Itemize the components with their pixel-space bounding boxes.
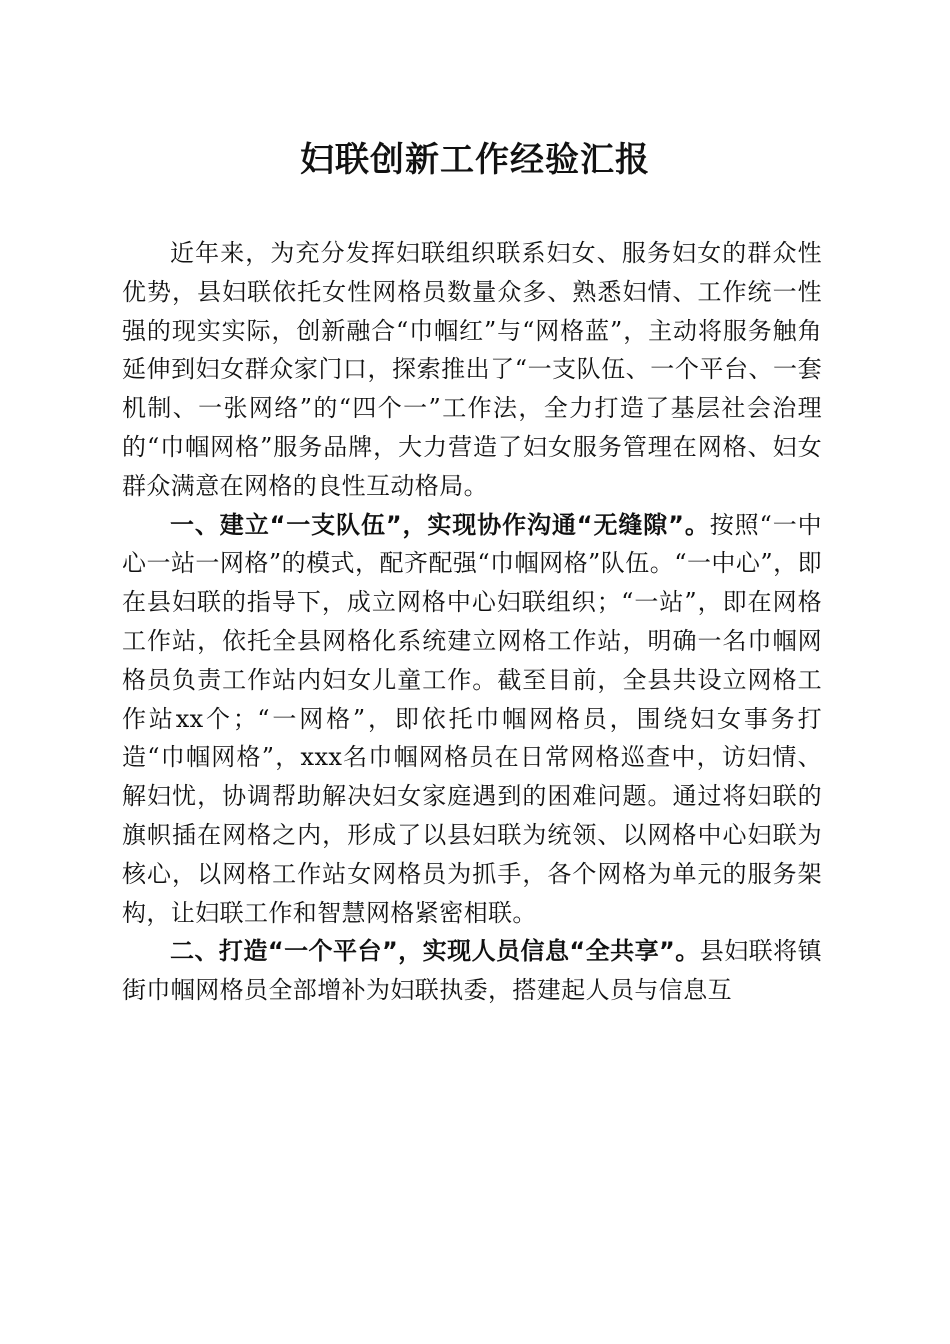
paragraph-text: 按照“一中心一站一网格”的模式，配齐配强“巾帼网格”队伍。“一中心”，即在县妇联的指导下，成立网格中心妇联组织；“一站”，即在网格工作站，依托全县网格化系统建立网格工作站，明确一名巾帼网格员负责工作站内妇女儿童工作。截至目前，全县共设立网格工作站xx个；“一网格”，即依托巾帼网格员，围绕妇女事务打造“巾帼网格”，xxx名巾帼网格员在日常网格巡查中，访妇情、解妇忧，协调帮助解决妇女家庭遇到的困难问题。通过将妇联的旗帜插在网格之内，形成了以县妇联为统领、以网格中心妇联为核心，以网格工作站女网格员为抓手，各个网格为单元的服务架构，让妇联工作和智慧网格紧密相联。 [122, 510, 822, 927]
section-paragraph-2 [122, 932, 822, 1010]
document-title: 妇联创新工作经验汇报 [300, 140, 650, 180]
paragraph-text: 近年来，为充分发挥妇联组织联系妇女、服务妇女的群众性优势，县妇联依托女性网格员数量众多、熟悉妇情、工作统一性强的现实实际，创新融合“巾帼红”与“网格蓝”，主动将服务触角延伸到妇女群众家门口，探索推出了“一支队伍、一个平台、一套机制、一张网络”的“四个一”工作法，全力打造了基层社会治理的“巾帼网格”服务品牌，大力营造了妇女服务管理在网格、妇女群众满意在网格的良性互动格局。 [122, 239, 822, 500]
section-heading-1: 一、建立“一支队伍”，实现协作沟通“无缝隙”。 [170, 510, 710, 539]
intro-paragraph [122, 234, 822, 506]
paragraph-text: 县妇联将镇街巾帼网格员全部增补为妇联执委，搭建起人员与信息互 [122, 937, 823, 1005]
document-body [122, 234, 822, 1010]
section-paragraph-1 [122, 506, 822, 933]
section-heading-2: 二、打造“一个平台”，实现人员信息“全共享”。 [170, 937, 700, 966]
